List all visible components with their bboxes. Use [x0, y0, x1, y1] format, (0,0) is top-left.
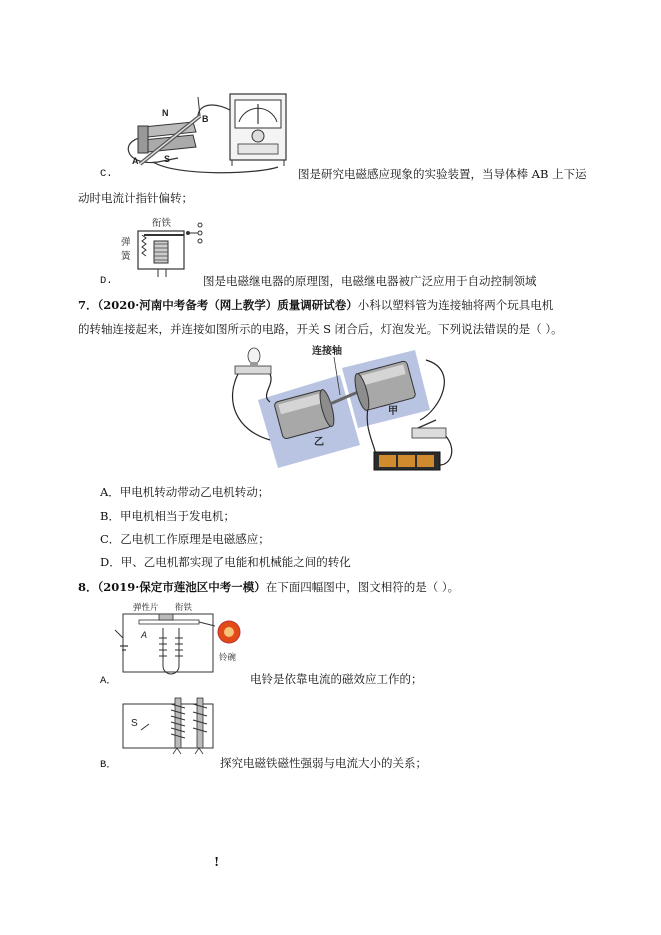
label-jia: 甲	[388, 406, 398, 417]
footer-mark: !	[214, 855, 220, 869]
q8-option-b-letter: B．	[100, 759, 117, 771]
q8-number: 8．	[78, 580, 98, 594]
label-armature-d: 衔铁	[152, 218, 172, 229]
bell-figure	[115, 598, 255, 680]
q7-number: 7．	[78, 298, 98, 312]
label-bell: 铃碗	[219, 652, 237, 662]
q7-option-b: B．甲电机相当于发电机；	[100, 509, 235, 523]
option-c-text-line2: 动时电流计指针偏转；	[78, 191, 193, 205]
label-switch-s: S	[131, 718, 138, 729]
label-spring-piece: 弹性片	[133, 602, 159, 612]
label-shaft: 连接轴	[312, 346, 342, 357]
label-spring-top: 弹	[121, 237, 131, 248]
option-d-letter: D.	[100, 275, 113, 287]
q8-option-a-text: 电铃是依靠电流的磁效应工作的；	[250, 672, 423, 686]
q7-option-c: C．乙电机工作原理是电磁感应；	[100, 532, 270, 546]
label-a: A	[132, 156, 139, 166]
label-armature-a: 衔铁	[175, 602, 193, 612]
electromagnet-figure	[115, 690, 225, 765]
q8-option-a-letter: A．	[100, 675, 117, 687]
q7-stem2: 的转轴连接起来，并连接如图所示的电路，开关 S 闭合后，灯泡发光。下列说法错误的是（ ）。	[78, 322, 563, 336]
label-s: S	[164, 154, 171, 164]
label-b: B	[202, 114, 209, 124]
label-point-a: A	[141, 630, 148, 640]
q7-stem1: 小科以塑料管为连接轴将两个玩具电机	[357, 298, 554, 312]
q7-option-a: A．甲电机转动带动乙电机转动；	[100, 485, 270, 499]
q7-option-d: D．甲、乙电机都实现了电能和机械能之间的转化	[100, 555, 351, 569]
q8-line	[78, 579, 459, 595]
induction-figure	[118, 92, 298, 182]
option-c-text-line1: 图是研究电磁感应现象的实验装置，当导体棒 AB 上下运	[298, 167, 587, 181]
q7-line1	[78, 297, 553, 313]
label-n: N	[162, 108, 169, 118]
relay-figure	[118, 215, 218, 277]
option-d-text: 图是电磁继电器的原理图，电磁继电器被广泛应用于自动控制领域	[203, 274, 537, 288]
motors-figure	[230, 340, 460, 475]
option-c-letter: C.	[100, 168, 113, 180]
label-yi: 乙	[314, 437, 324, 448]
q8-stem: 在下面四幅图中，图文相符的是（ ）。	[265, 580, 460, 594]
q8-option-b-text: 探究电磁铁磁性强弱与电流大小的关系；	[220, 756, 427, 770]
q8-source: （2019·保定市莲池区中考一模）	[97, 580, 266, 594]
label-spring-bottom: 簧	[121, 251, 131, 262]
q7-source: （2020·河南中考备考（网上教学）质量调研试卷）	[97, 298, 358, 312]
